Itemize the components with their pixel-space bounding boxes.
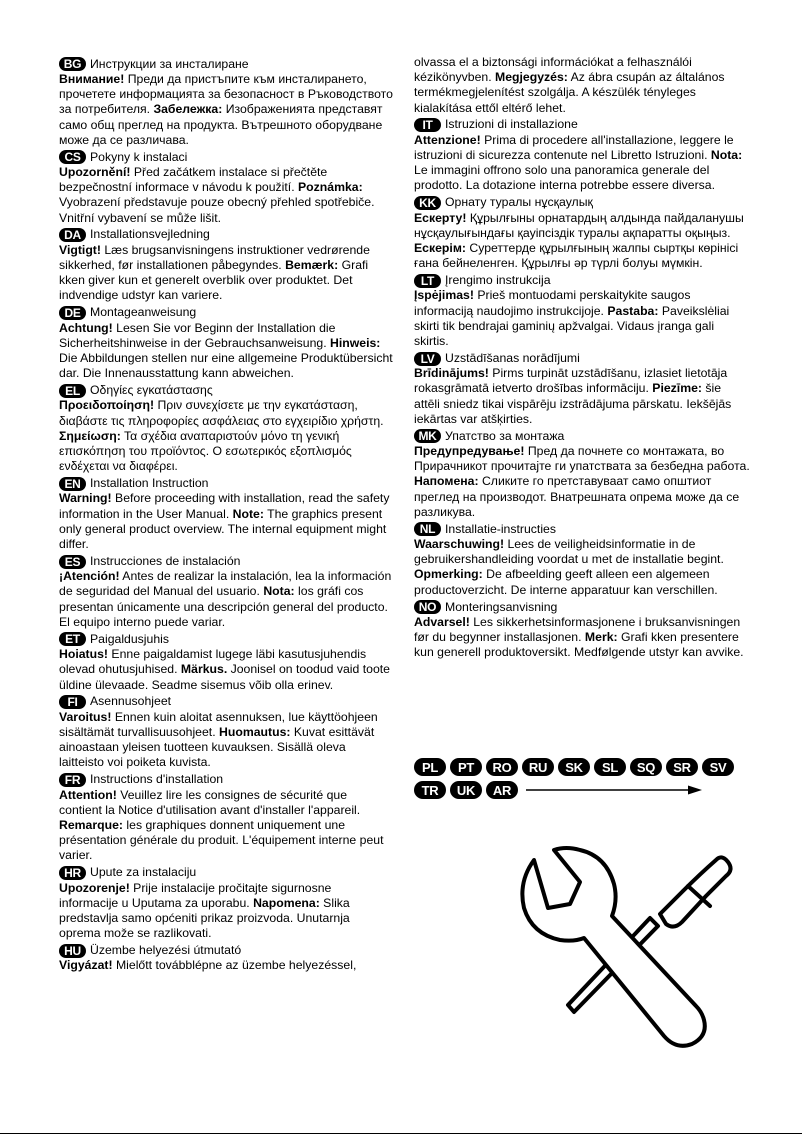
section-header-et	[59, 632, 393, 648]
warning-text-en: Before proceeding with installation, read the safety information in the User Manual.	[59, 491, 390, 521]
warning-label-cs: Upozornění!	[59, 165, 131, 180]
language-badge-hu: HU	[59, 944, 86, 958]
section-title-fr: Instructions d'installation	[90, 772, 224, 787]
section-body-en	[59, 491, 393, 552]
note-label-nl: Opmerking:	[414, 567, 483, 582]
language-badge-et: ET	[59, 632, 86, 646]
section-header-lv	[414, 351, 750, 367]
section-da	[59, 227, 393, 303]
arrow-right-icon	[526, 784, 702, 796]
language-chip-ru: RU	[522, 758, 554, 776]
section-title-et: Paigaldusjuhis	[90, 631, 169, 646]
left-column	[59, 55, 393, 974]
language-badge-el: EL	[59, 384, 86, 398]
note-label-it: Nota:	[710, 148, 743, 163]
section-header-nl	[414, 522, 750, 538]
language-chip-ro: RO	[486, 758, 518, 776]
section-title-es: Instrucciones de instalación	[90, 553, 241, 568]
section-header-fi	[59, 694, 393, 710]
section-body-no	[414, 615, 750, 661]
warning-text-et: Enne paigaldamist lugege läbi kasutusjuhendis olevad ohutusjuhised.	[59, 647, 367, 677]
language-badge-it: IT	[414, 118, 441, 132]
warning-text-da: Læs brugsanvisningens instruktioner vedrørende sikkerhed, før installationen påbegyndes.	[59, 242, 370, 273]
note-label-el: Σημείωση:	[59, 428, 121, 443]
section-title-en: Installation Instruction	[90, 476, 209, 491]
language-badge-nl: NL	[414, 522, 441, 536]
note-label-de: Hinweis:	[330, 335, 381, 350]
section-title-mk: Упатство за монтажа	[445, 428, 565, 443]
section-title-no: Monteringsanvisning	[445, 599, 558, 614]
language-chip-pl: PL	[414, 758, 446, 776]
warning-text-el: Πριν συνεχίσετε με την εγκατάσταση, διαβάστε τις πληροφορίες ασφάλειας στο εγχειρίδιο χρήστη.	[59, 398, 384, 428]
section-body-kk	[414, 211, 750, 272]
hu-note-label: Megjegyzés:	[495, 70, 568, 85]
note-text-es: los gráfi cos presentan únicamente una descripción general del producto. El equipo interno puede variar.	[59, 584, 388, 629]
warning-label-mk: Предупредување!	[414, 444, 525, 459]
language-chip-sq: SQ	[630, 758, 662, 776]
warning-label-da: Vigtigt!	[59, 242, 101, 257]
section-header-da	[59, 227, 393, 243]
section-title-hu: Üzembe helyezési útmutató	[90, 942, 242, 957]
warning-label-hu: Vigyázat!	[59, 958, 113, 973]
note-text-da: Grafi kken giver kun et generelt overblik over produktet. Det indvendige udstyr kan variere.	[59, 258, 369, 303]
section-body-es	[59, 569, 393, 630]
note-label-kk: Ескерім:	[414, 241, 466, 256]
warning-text-no: Les sikkerhetsinformasjonene i bruksanvisningen før du begynner installasjonen.	[414, 614, 741, 645]
section-title-cs: Pokyny k instalaci	[90, 149, 188, 164]
section-body-nl	[414, 537, 750, 598]
section-fr	[59, 772, 393, 864]
language-chip-ar: AR	[486, 781, 518, 799]
section-title-fi: Asennusohjeet	[90, 694, 172, 709]
language-chip-pt: PT	[450, 758, 482, 776]
warning-text-kk: Құрылғыны орнатардың алдында пайдаланушы нұсқаулығындағы қауіпсіздік туралы ақпаратты оқыңыз.	[414, 210, 744, 240]
language-chip-sk: SK	[558, 758, 590, 776]
note-label-bg: Забележка:	[153, 102, 223, 117]
note-text-it: Le immagini offrono solo una panoramica generale del prodotto. La dotazione interna potrebbe essere diversa.	[414, 163, 716, 193]
warning-label-fi: Varoitus!	[59, 709, 112, 724]
section-header-bg	[59, 57, 393, 73]
section-mk	[414, 429, 750, 521]
right-sections	[414, 117, 750, 660]
note-text-mk: Сликите го претставуваат само општиот преглед на производот. Внатрешната опрема може да се разликува.	[414, 474, 740, 519]
warning-label-en: Warning!	[59, 491, 112, 506]
section-body-fr	[59, 788, 393, 864]
note-text-kk: Суреттерде құрылғының жалпы сыртқы көрінісі ғана бейнеленген. Құрылғы әр түрлі болуы мүмкін.	[414, 241, 739, 271]
wrench-screwdriver-icon	[510, 830, 750, 1080]
warning-label-bg: Внимание!	[59, 72, 125, 86]
section-header-kk	[414, 195, 750, 211]
section-kk	[414, 195, 750, 271]
warning-label-de: Achtung!	[59, 320, 113, 335]
hu-note-text: Az ábra csupán az általános termékmegjelenítést szolgálja. A készülék tényleges kialakítása ettől eltérő lehet.	[414, 70, 725, 115]
section-body-lv	[414, 366, 750, 427]
warning-text-fr: Veuillez lire les consignes de sécurité que contient la Notice d'utilisation avant d'installer l'appareil.	[59, 787, 361, 817]
warning-label-nl: Waarschuwing!	[414, 537, 505, 552]
section-de	[59, 305, 393, 381]
note-label-en: Note:	[232, 506, 264, 521]
section-body-da	[59, 243, 393, 304]
warning-text-nl: Lees de veiligheidsinformatie in de gebruikershandleiding voordat u met de installatie begint.	[414, 537, 724, 567]
section-title-el: Οδηγίες εγκατάστασης	[90, 383, 213, 398]
section-title-nl: Installatie-instructies	[445, 521, 556, 536]
section-it	[414, 117, 750, 193]
warning-label-kk: Ескерту!	[414, 210, 467, 225]
section-title-kk: Орнату туралы нұсқаулық	[445, 195, 593, 210]
section-header-es	[59, 554, 393, 570]
language-chip-sl: SL	[594, 758, 626, 776]
section-title-lv: Uzstādīšanas norādījumi	[445, 350, 580, 365]
note-label-cs: Poznámka:	[298, 180, 363, 195]
note-text-hr: Slika predstavlja samo općeniti prikaz proizvoda. Unutarnja oprema može se razlikovati.	[59, 895, 350, 941]
warning-text-bg: Преди да пристъпите към инсталирането, прочетете информацията за безопасност в Ръководството за потребителя.	[59, 72, 393, 117]
section-body-cs	[59, 165, 393, 226]
section-body-lt	[414, 288, 750, 349]
note-label-da: Bemærk:	[285, 258, 339, 273]
section-body-hu	[59, 958, 393, 973]
warning-text-lt: Prieš montuodami perskaitykite saugos informaciją naudojimo instrukcijoje.	[414, 288, 691, 318]
section-header-el	[59, 383, 393, 399]
note-label-no: Merk:	[584, 630, 618, 645]
warning-label-et: Hoiatus!	[59, 647, 108, 662]
section-header-fr	[59, 772, 393, 788]
note-label-lt: Pastaba:	[607, 303, 659, 318]
note-text-et: Joonisel on toodud vaid toote üldine ülevaade. Seadme sisemus võib olla erinev.	[59, 662, 390, 692]
section-nl	[414, 522, 750, 598]
warning-text-de: Lesen Sie vor Beginn der Installation die Sicherheitshinweise in der Gebrauchsanweisung.	[59, 320, 336, 350]
section-hr	[59, 865, 393, 941]
language-chip-tr: TR	[414, 781, 446, 799]
warning-text-es: Antes de realizar la instalación, lea la información de seguridad del Manual del usuario.	[59, 569, 392, 599]
language-badge-cs: CS	[59, 150, 86, 164]
section-et	[59, 632, 393, 693]
language-badge-de: DE	[59, 306, 86, 320]
section-lt	[414, 273, 750, 349]
language-badge-en: EN	[59, 477, 86, 491]
language-badge-bg: BG	[59, 57, 86, 71]
section-el	[59, 383, 393, 475]
section-title-bg: Инструкции за инсталиране	[90, 56, 249, 71]
note-text-el: Τα σχέδια αναπαριστούν μόνο τη γενική επισκόπηση του προϊόντος. Ο εσωτερικός εξοπλισμός ενδέχεται να διαφέρει.	[59, 428, 352, 474]
section-es	[59, 554, 393, 630]
right-column	[414, 55, 750, 661]
section-bg	[59, 57, 393, 149]
warning-label-es: ¡Atención!	[59, 569, 120, 584]
language-badge-es: ES	[59, 555, 86, 569]
language-chip-sv: SV	[702, 758, 734, 776]
note-text-lt: Paveikslėliai skirti tik bendrajai gaminių apžvalgai. Vidaus įranga gali skirtis.	[414, 303, 730, 349]
language-badge-da: DA	[59, 228, 86, 242]
note-label-lv: Piezīme:	[652, 381, 702, 396]
warning-label-hr: Upozorenje!	[59, 880, 130, 895]
section-fi	[59, 694, 393, 770]
language-chip-row-2	[414, 781, 754, 799]
note-text-en: The graphics present only general product overview. The internal equipment might differ.	[59, 506, 387, 552]
note-text-fr: les graphiques donnent uniquement une présentation générale du produit. L'équipement interne peut varier.	[59, 817, 384, 863]
warning-label-fr: Attention!	[59, 787, 117, 802]
warning-text-fi: Ennen kuin aloitat asennuksen, lue käyttöohjeen sisältämät turvallisuusohjeet.	[59, 709, 378, 739]
warning-text-mk: Пред да почнете со монтажата, во Прирачникот прочитајте ги упатствата за безбедна работа.	[414, 444, 750, 474]
section-body-hr	[59, 881, 393, 942]
warning-label-lv: Brīdinājums!	[414, 366, 489, 381]
language-badge-lv: LV	[414, 352, 441, 366]
note-label-es: Nota:	[263, 584, 295, 599]
warning-text-hr: Prije instalacije pročitajte sigurnosne informacije u Uputama za uporabu.	[59, 880, 332, 910]
section-header-hr	[59, 865, 393, 881]
section-body-de	[59, 321, 393, 382]
section-hu-continued	[414, 55, 750, 116]
section-en	[59, 476, 393, 552]
language-badge-fi: FI	[59, 695, 86, 709]
note-text-de: Die Abbildungen stellen nur eine allgemeine Produktübersicht dar. Die Innenausstattung kann abweichen.	[59, 351, 393, 381]
section-hu	[59, 943, 393, 974]
warning-label-it: Attenzione!	[414, 132, 481, 147]
warning-text-hu: Mielőtt továbblépne az üzembe helyezéssel,	[112, 958, 357, 973]
other-languages	[414, 758, 754, 804]
note-label-fi: Huomautus:	[219, 724, 291, 739]
section-title-de: Montageanweisung	[90, 305, 197, 320]
section-cs	[59, 150, 393, 226]
section-header-cs	[59, 150, 393, 166]
section-lv	[414, 351, 750, 427]
language-badge-fr: FR	[59, 773, 86, 787]
note-text-nl: De afbeelding geeft alleen een algemeen productoverzicht. De interne apparatuur kan verschillen.	[414, 567, 718, 597]
warning-label-no: Advarsel!	[414, 614, 470, 629]
language-badge-no: NO	[414, 600, 441, 614]
note-text-cs: Vyobrazení představuje pouze obecný přehled spotřebiče. Vnitřní vybavení se může lišit.	[59, 195, 375, 225]
section-header-en	[59, 476, 393, 492]
section-header-lt	[414, 273, 750, 289]
warning-text-it: Prima di procedere all'installazione, leggere le istruzioni di sicurezza contenute nel Libretto Istruzioni.	[414, 132, 734, 163]
language-badge-lt: LT	[414, 274, 441, 288]
language-chip-uk: UK	[450, 781, 482, 799]
note-label-fr: Remarque:	[59, 817, 123, 832]
section-body-mk	[414, 444, 750, 520]
section-body-el	[59, 398, 393, 474]
note-label-mk: Напомена:	[414, 474, 479, 489]
note-text-no: Grafi kken presentere kun generell produktoversikt. Medfølgende utstyr kan avvike.	[414, 630, 744, 660]
note-label-hr: Napomena:	[253, 895, 320, 910]
note-text-fi: Kuvat esittävät ainoastaan yleisen tuotteen kuvauksen. Sisällä oleva laitteisto voi poiketa kuvista.	[59, 724, 375, 770]
language-badge-kk: KK	[414, 196, 441, 210]
section-title-hr: Upute za instalaciju	[90, 865, 197, 880]
section-header-hu	[59, 943, 393, 959]
language-badge-mk: MK	[414, 429, 441, 443]
section-header-de	[59, 305, 393, 321]
section-no	[414, 599, 750, 660]
language-chip-sr: SR	[666, 758, 698, 776]
section-header-mk	[414, 429, 750, 445]
section-body-et	[59, 647, 393, 693]
section-title-da: Installationsvejledning	[90, 227, 210, 242]
hu-continuation-text: olvassa el a biztonsági információkat a felhasználói kézikönyvben.	[414, 55, 692, 85]
note-text-bg: Изображенията представят само общ преглед на продукта. Вътрешното оборудване може да се различава.	[59, 102, 383, 147]
section-header-it	[414, 117, 750, 133]
section-title-it: Istruzioni di installazione	[445, 117, 578, 132]
warning-text-cs: Před začátkem instalace si přečtěte bezpečnostní informace v návodu k použití.	[59, 165, 328, 195]
warning-text-lv: Pirms turpināt uzstādīšanu, izlasiet lietotāja rokasgrāmatā ietverto drošības informāciju.	[414, 366, 728, 396]
section-title-lt: Įrengimo instrukcija	[445, 273, 551, 288]
warning-label-el: Προειδοποίηση!	[59, 398, 155, 413]
note-label-et: Märkus.	[180, 662, 228, 677]
section-header-no	[414, 599, 750, 615]
warning-label-lt: Įspėjimas!	[414, 288, 474, 303]
section-body-it	[414, 133, 750, 194]
note-text-lv: šie attēli sniedz tikai vispārēju izstrādājuma pārskatu. Iekšējās iekārtas var atšķirties.	[414, 381, 732, 426]
language-chip-row-1	[414, 758, 754, 776]
footer-rule	[0, 1133, 802, 1134]
language-badge-hr: HR	[59, 866, 86, 880]
section-body-fi	[59, 710, 393, 771]
section-body-bg	[59, 72, 393, 148]
